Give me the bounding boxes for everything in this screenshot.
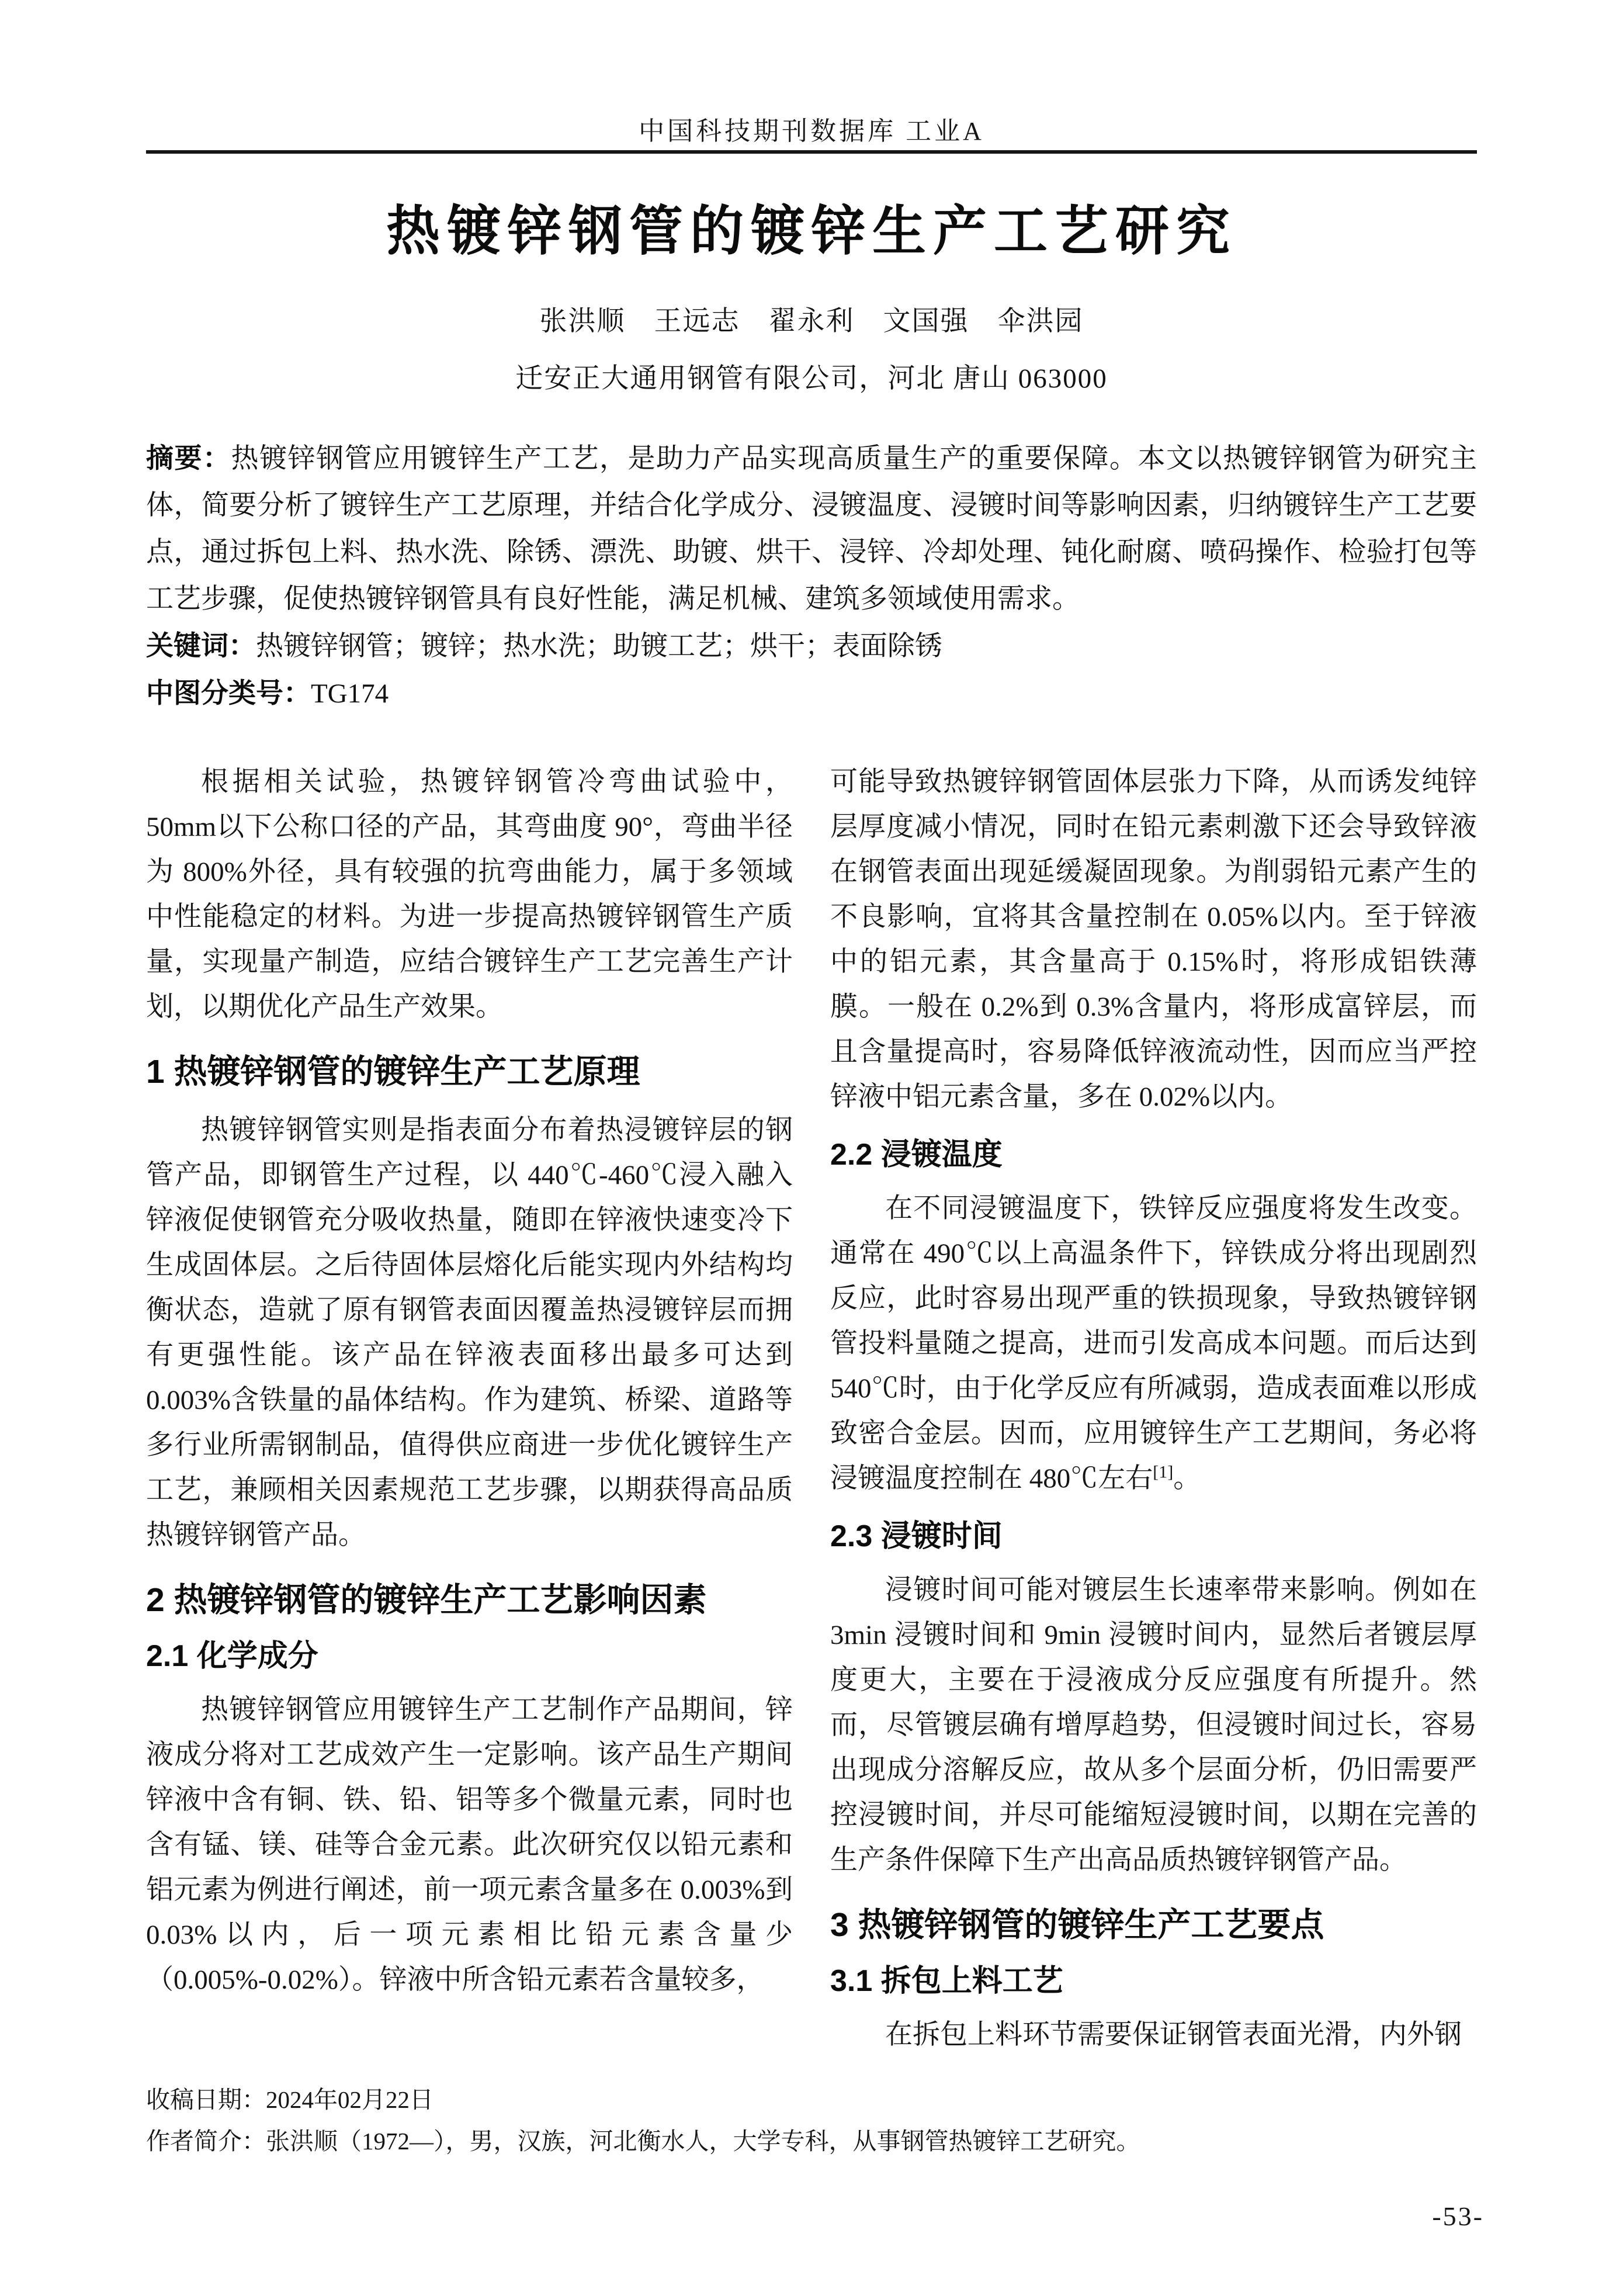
section-3-1-heading: 3.1 拆包上料工艺 (830, 1964, 1063, 1998)
journal-header-label: 中国科技期刊数据库 工业A (639, 117, 984, 146)
section-2-2-text: 在不同浸镀温度下，铁锌反应强度将发生改变。通常在 490℃以上高温条件下，锌铁成分将出现剧烈反应，此时容易出现严重的铁损现象，导致热镀锌钢管投料量随之提高，进而引发高成本问题。而后达到540℃时，由于化学反应有所减弱，造成表面难以形成致密合金层。因而，应用镀锌生产工艺期间，务必将浸镀温度控制在 480℃左右 (830, 1193, 1477, 1494)
header-divider-rule (146, 150, 1477, 154)
clc-value: TG174 (311, 678, 389, 709)
abstract-label: 摘要： (146, 442, 231, 473)
received-date-line (146, 2079, 1477, 2121)
received-date-label: 收稿日期： (146, 2086, 266, 2113)
section-2-3-heading: 2.3 浸镀时间 (830, 1519, 1003, 1553)
two-column-body (146, 760, 1477, 2058)
section-3-1-paragraph: 在拆包上料环节需要保证钢管表面光滑，内外钢 (885, 2020, 1462, 2050)
author-bio-value: 张洪顺（1972—），男，汉族，河北衡水人，大学专科，从事钢管热镀锌工艺研究。 (266, 2128, 1140, 2155)
article-meta-block (146, 435, 1477, 717)
intro-paragraph: 根据相关试验，热镀锌钢管冷弯曲试验中，50mm以下公称口径的产品，其弯曲度 90°，弯曲半径为 800%外径，具有较强的抗弯曲能力，属于多领域中性能稳定的材料。为进一步提高热镀锌钢管生产质量，实现量产制造，应结合镀锌生产工艺完善生产计划，以期优化产品生产效果。 (146, 767, 793, 1022)
page-title: 热镀锌钢管的镀锌生产工艺研究 (386, 202, 1237, 261)
section-2-2-heading: 2.2 浸镀温度 (830, 1138, 1003, 1172)
abstract-paragraph (146, 435, 1477, 622)
keywords-label: 关键词： (146, 630, 256, 661)
section-2-3-paragraph: 浸镀时间可能对镀层生长速率带来影响。例如在3min 浸镀时间和 9min 浸镀时间内，显然后者镀层厚度更大，主要在于浸液成分反应强度有所提升。然而，尽管镀层确有增厚趋势，但浸镀时间过长，容易出现成分溶解反应，故从多个层面分析，仍旧需要严控浸镀时间，并尽可能缩短浸镀时间，以期在完善的生产条件保障下生产出高品质热镀锌钢管产品。 (830, 1575, 1477, 1875)
received-date-value: 2024年02月22日 (266, 2086, 434, 2113)
authors-line: 张洪顺 王远志 翟永利 文国强 伞洪园 (539, 306, 1084, 337)
right-column (830, 760, 1477, 2058)
section-2-1-continuation-paragraph: 可能导致热镀锌钢管固体层张力下降，从而诱发纯锌层厚度减小情况，同时在铅元素刺激下还会导致锌液在钢管表面出现延缓凝固现象。为削弱铅元素产生的不良影响，宜将其含量控制在 0.05%以内。至于锌液中的铝元素，其含量高于 0.15%时，将形成铝铁薄膜。一般在 0.2%到 0.3%含量内，将形成富锌层，而且含量提高时，容易降低锌液流动性，因而应当严控锌液中铝元素含量，多在 0.02%以内。 (830, 767, 1477, 1112)
page-number: -53- (1432, 2201, 1484, 2231)
section-2-heading: 2 热镀锌钢管的镀锌生产工艺影响因素 (146, 1581, 707, 1619)
section-2-1-paragraph: 热镀锌钢管应用镀锌生产工艺制作产品期间，锌液成分将对工艺成效产生一定影响。该产品生产期间锌液中含有铜、铁、铅、铝等多个微量元素，同时也含有锰、镁、硅等合金元素。此次研究仅以铅元素和铝元素为例进行阐述，前一项元素含量多在 0.003%到0.03%以内，后一项元素相比铅元素含量少（0.005%-0.02%）。锌液中所含铅元素若含量较多， (146, 1695, 793, 1995)
section-1-heading: 1 热镀锌钢管的镀锌生产工艺原理 (146, 1053, 640, 1090)
section-2-1-heading: 2.1 化学成分 (146, 1639, 318, 1673)
keywords-paragraph (146, 622, 1477, 670)
section-2-2-paragraph (830, 1186, 1477, 1501)
left-column (146, 760, 793, 2058)
keywords-text: 热镀锌钢管；镀锌；热水洗；助镀工艺；烘干；表面除锈 (256, 631, 942, 662)
author-bio-label: 作者简介： (146, 2128, 266, 2155)
author-bio-line (146, 2121, 1477, 2162)
section-3-heading: 3 热镀锌钢管的镀锌生产工艺要点 (830, 1906, 1324, 1944)
clc-label: 中图分类号： (146, 677, 311, 708)
footnote-block (146, 2079, 1477, 2162)
abstract-text: 热镀锌钢管应用镀锌生产工艺，是助力产品实现高质量生产的重要保障。本文以热镀锌钢管为研究主体，简要分析了镀锌生产工艺原理，并结合化学成分、浸镀温度、浸镀时间等影响因素，归纳镀锌生产工艺要点，通过拆包上料、热水洗、除锈、漂洗、助镀、烘干、浸锌、冷却处理、钝化耐腐、喷码操作、检验打包等工艺步骤，促使热镀锌钢管具有良好性能，满足机械、建筑多领域使用需求。 (146, 444, 1477, 614)
section-1-paragraph: 热镀锌钢管实则是指表面分布着热浸镀锌层的钢管产品，即钢管生产过程，以 440℃-460℃浸入融入锌液促使钢管充分吸收热量，随即在锌液快速变冷下生成固体层。之后待固体层熔化后能实现内外结构均衡状态，造就了原有钢管表面因覆盖热浸镀锌层而拥有更强性能。该产品在锌液表面移出最多可达到 0.003%含铁量的晶体结构。作为建筑、桥梁、道路等多行业所需钢制品，值得供应商进一步优化镀锌生产工艺，兼顾相关因素规范工艺步骤，以期获得高品质热镀锌钢管产品。 (146, 1115, 793, 1550)
section-2-2-text-end: 。 (1173, 1463, 1201, 1494)
affiliation-line: 迁安正大通用钢管有限公司，河北 唐山 063000 (515, 363, 1108, 394)
clc-paragraph (146, 670, 1477, 717)
reference-1-marker: [1] (1153, 1462, 1174, 1482)
